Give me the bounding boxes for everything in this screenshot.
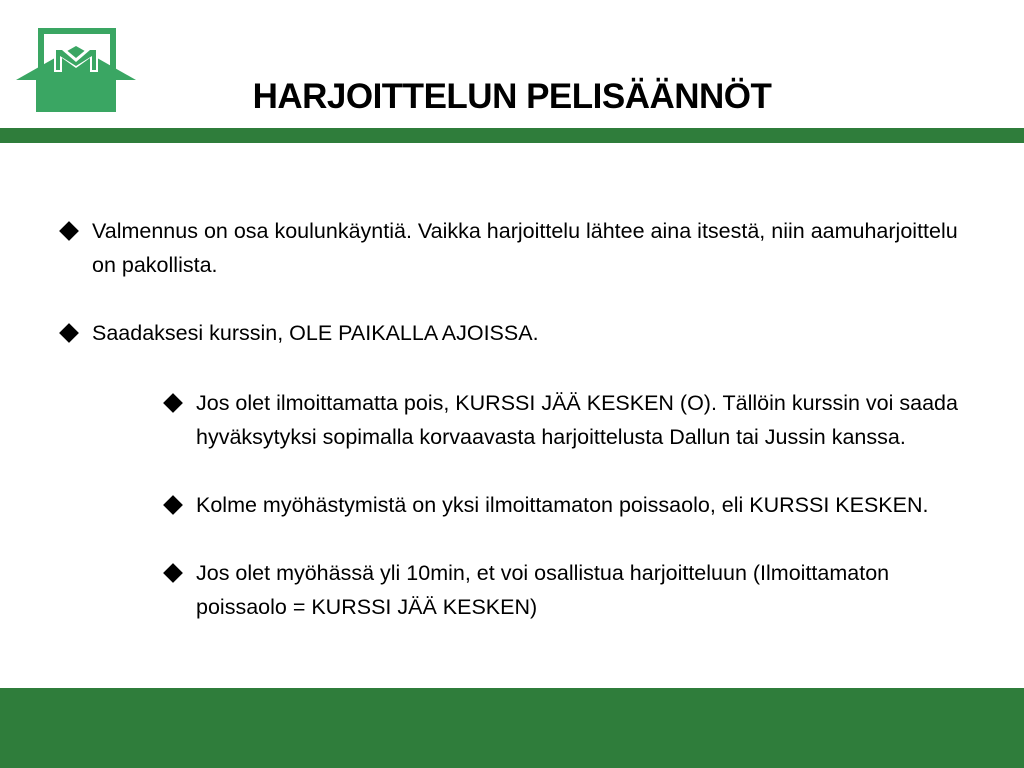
sub-bullet-text: Jos olet myöhässä yli 10min, et voi osallistua harjoitteluun (Ilmoittamaton poissaolo = KURSSI JÄÄ KESKEN) (196, 561, 890, 619)
sub-bullet-text: Kolme myöhästymistä on yksi ilmoittamaton poissaolo, eli KURSSI KESKEN. (196, 493, 929, 517)
bullet-text: Saadaksesi kurssin, OLE PAIKALLA AJOISSA. (92, 321, 539, 345)
sub-bullet-item (162, 386, 968, 454)
diamond-bullet-icon (163, 495, 183, 515)
bullet-text: Valmennus on osa koulunkäyntiä. Vaikka harjoittelu lähtee aina itsestä, niin aamuharjoittelu on pakollista. (92, 219, 958, 277)
sub-bullet-item (162, 488, 968, 522)
bullet-item (58, 316, 968, 350)
diamond-bullet-icon (59, 323, 79, 343)
sub-bullet-text: Jos olet ilmoittamatta pois, KURSSI JÄÄ KESKEN (O). Tällöin kurssin voi saada hyväksytyksi sopimalla korvaavasta harjoittelusta Dallun tai Jussin kanssa. (196, 391, 958, 449)
diamond-bullet-icon (163, 563, 183, 583)
bullet-item (58, 214, 968, 282)
diamond-bullet-icon (59, 221, 79, 241)
sub-bullet-item (162, 556, 968, 624)
footer-bar (0, 688, 1024, 768)
diamond-bullet-icon (163, 393, 183, 413)
page-title: HARJOITTELUN PELISÄÄNNÖT (252, 77, 772, 116)
